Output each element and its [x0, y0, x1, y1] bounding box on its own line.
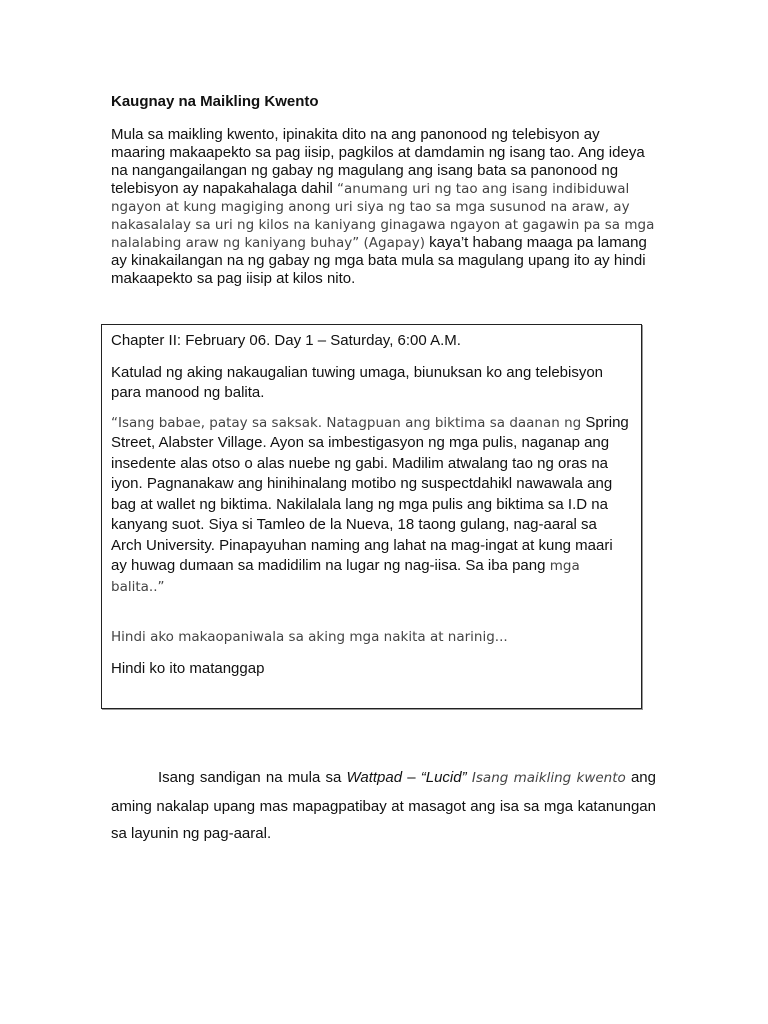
source-description: Isang maikling kwento	[466, 770, 626, 786]
section-title: Kaugnay na Maikling Kwento	[111, 93, 319, 110]
source-wattpad: Wattpad	[346, 769, 403, 786]
source-rest: ang aming nakalap upang mas mapagpatibay at masagot ang isa sa mga katanungan sa layunin ng pag-aaral.	[111, 769, 656, 842]
chapter-excerpt-box	[101, 324, 642, 709]
intro-text-part1: Mula sa maikling kwento, ipinakita dito na ang panonood ng telebisyon ay maaring makaapekto sa pag iisip, pagkilos at damdamin ng isang tao. Ang ideya na nangangailangan ng gabay ng magulang ang isang bata sa panonood ng telebisyon ay napakahalaga dahil	[111, 126, 645, 197]
chapter-news-paragraph	[111, 413, 631, 598]
news-body: Spring Street, Alabster Village. Ayon sa imbestigasyon ng mga pulis, naganap ang insedente alas otso o alas nuebe ng gabi. Madilim atwalang tao ng oras na iyon. Pagnanakaw ang hinihinalang motibo ng suspectdahikl nawawala ang bag at wallet ng biktima. Nakilalala lang ng mga pulis ang biktima sa I.D na kanyang suot. Siya si Tamleo de la Nueva, 18 taong gulang, nag-aaral sa Arch University. Pinapayuhan naming ang lahat na mag-ingat at kung maari ay huwag dumaan sa madidilim na lugar ng nag-iisa. Sa iba pang	[111, 413, 629, 574]
chapter-heading: Chapter II: February 06. Day 1 – Saturday, 6:00 A.M.	[111, 332, 461, 349]
chapter-excerpt-content	[111, 331, 631, 597]
news-closing: mga balita..”	[111, 558, 580, 595]
intro-quote: “anumang uri ng tao ang isang indibiduwal ngayon at kung magiging anong uri siya ng tao sa mga susunod na araw, ay nakasalalay sa uri ng kilos na kaniyang ginagawa ngayon at gagawin pa sa mga nalalabing araw ng kaniyang buhay” (Agapay)	[111, 181, 655, 251]
source-lead: Isang sandigan na mula sa	[158, 769, 347, 786]
intro-text-part2: kaya’t habang maaga pa lamang ay kinakailangan na ng gabay ng mga bata mula sa magulang upang ito ay hindi makaapekto sa pag iisip at kilos nito.	[111, 234, 647, 287]
chapter-katulad-paragraph: Katulad ng aking nakaugalian tuwing umaga, biunuksan ko ang telebisyon para manood ng balita.	[111, 363, 604, 401]
news-opening: “Isang babae, patay sa saksak. Natagpuan ang biktima sa daanan ng	[111, 414, 582, 431]
source-paragraph	[111, 764, 656, 848]
chapter-reaction-line-2: Hindi ko ito matanggap	[111, 660, 265, 677]
source-dash: –	[402, 769, 421, 786]
source-lucid: “Lucid”	[420, 769, 467, 786]
intro-paragraph	[111, 126, 656, 288]
chapter-reaction-line-1: Hindi ako makaopaniwala sa aking mga nakita at narinig...	[111, 629, 508, 645]
